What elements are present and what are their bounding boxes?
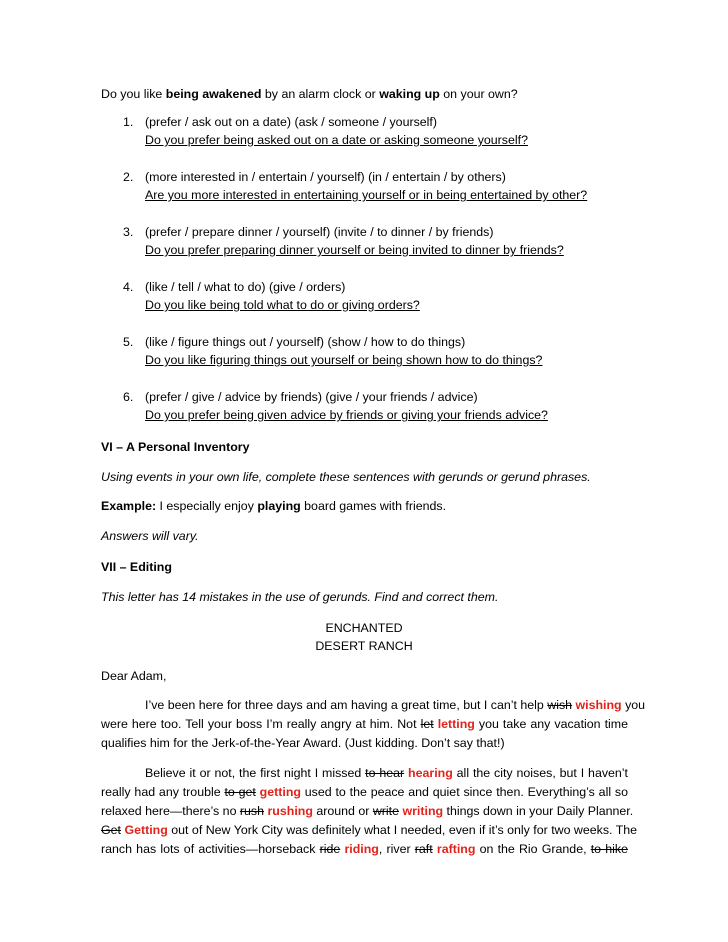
- struck-word: ride: [319, 842, 341, 856]
- item-prompt: (prefer / prepare dinner / yourself) (invite / to dinner / by friends): [145, 225, 494, 239]
- example-gerund: playing: [257, 499, 301, 513]
- intro-bold-gerund: waking up: [379, 87, 440, 101]
- section-instruction-vii: [101, 590, 498, 605]
- instruction-text: This letter has 14 mistakes in the use of gerunds. Find and correct them.: [101, 590, 499, 604]
- answers-note-text: Answers will vary.: [101, 529, 199, 543]
- intro-text: Do you like: [101, 87, 166, 101]
- item-number: 3.: [123, 225, 134, 239]
- letter-line: [101, 717, 628, 732]
- correction-word: getting: [259, 785, 301, 799]
- correction-word: rushing: [267, 804, 313, 818]
- item-prompt: (more interested in / entertain / yourself) (in / entertain / by others): [145, 170, 506, 184]
- example-text: board games with friends.: [300, 499, 447, 513]
- item-answer: Do you prefer being given advice by friends or giving your friends advice?: [145, 408, 548, 422]
- struck-word: to hear: [365, 766, 405, 780]
- item-prompt: (like / figure things out / yourself) (show / how to do things): [145, 335, 466, 349]
- item-answer: Do you like being told what to do or giving orders?: [145, 298, 420, 312]
- section-heading-vi: [101, 440, 250, 455]
- letter-text: were here too. Tell your boss I’m really angry at him. Not: [101, 717, 421, 731]
- intro-question: [101, 87, 518, 102]
- letter-line: [101, 785, 628, 800]
- answers-note: [101, 529, 199, 544]
- correction-word: rafting: [436, 842, 476, 856]
- item-number: 1.: [123, 115, 134, 129]
- correction-word: Getting: [124, 823, 168, 837]
- letter-text: , river: [378, 842, 415, 856]
- correction-word: writing: [402, 804, 444, 818]
- struck-word: to hike: [590, 842, 628, 856]
- item-number: 2.: [123, 170, 134, 184]
- correction-word: hearing: [408, 766, 453, 780]
- letter-text: relaxed here—there’s no: [101, 804, 240, 818]
- letter-text: you take any vacation time: [474, 717, 628, 731]
- letter-text: really had any trouble: [101, 785, 225, 799]
- item-number: 4.: [123, 280, 134, 294]
- letter-text: around or: [312, 804, 373, 818]
- struck-word: raft: [414, 842, 433, 856]
- section-instruction-vi: [101, 470, 591, 485]
- correction-word: riding: [344, 842, 379, 856]
- letter-line: [101, 766, 628, 781]
- correction-word: wishing: [575, 698, 622, 712]
- letter-text: you: [621, 698, 646, 712]
- section-heading-text: VI – A Personal Inventory: [101, 440, 250, 454]
- example-label: Example:: [101, 499, 157, 513]
- letter-text: out of New York City was definitely what I needed, even if it’s only for two weeks. The: [167, 823, 638, 837]
- item-answer: Do you prefer being asked out on a date or asking someone yourself?: [145, 133, 528, 147]
- letterhead-line-1: ENCHANTED: [325, 621, 403, 635]
- item-answer: Are you more interested in entertaining yourself or in being entertained by other?: [145, 188, 588, 202]
- letter-text: on the Rio Grande,: [475, 842, 591, 856]
- letter-text: ranch has lots of activities—horseback: [101, 842, 320, 856]
- intro-text: on your own?: [439, 87, 518, 101]
- section-heading-vii: [101, 560, 172, 575]
- struck-word: Get: [101, 823, 121, 837]
- correction-word: letting: [437, 717, 475, 731]
- section-heading-text: VII – Editing: [101, 560, 172, 574]
- item-answer: Do you prefer preparing dinner yourself or being invited to dinner by friends?: [145, 243, 564, 257]
- letter-text: all the city noises, but I haven’t: [452, 766, 629, 780]
- intro-text: by an alarm clock or: [261, 87, 380, 101]
- item-prompt: (like / tell / what to do) (give / orders): [145, 280, 346, 294]
- letter-line: [101, 842, 628, 857]
- struck-word: let: [420, 717, 434, 731]
- item-answer: Do you like figuring things out yourself or being shown how to do things?: [145, 353, 543, 367]
- letter-line: [101, 698, 646, 713]
- example-text: I especially enjoy: [156, 499, 258, 513]
- struck-word: wish: [547, 698, 573, 712]
- letter-text: I’ve been here for three days and am having a great time, but I can’t help: [145, 698, 548, 712]
- item-number: 6.: [123, 390, 134, 404]
- letter-text: Believe it or not, the first night I missed: [145, 766, 366, 780]
- struck-word: rush: [239, 804, 265, 818]
- letterhead-line-2: DESERT RANCH: [315, 639, 413, 653]
- letter-line: qualifies him for the Jerk-of-the-Year Award. (Just kidding. Don’t say that!): [101, 736, 505, 750]
- item-prompt: (prefer / ask out on a date) (ask / someone / yourself): [145, 115, 438, 129]
- struck-word: to get: [224, 785, 256, 799]
- instruction-text: Using events in your own life, complete these sentences with gerunds or gerund phrases.: [101, 470, 591, 484]
- letter-line: [101, 804, 634, 819]
- item-number: 5.: [123, 335, 134, 349]
- letter-text: things down in your Daily Planner.: [443, 804, 634, 818]
- letter-salutation: Dear Adam,: [101, 669, 167, 683]
- example-line: [101, 499, 446, 514]
- letter-text: used to the peace and quiet since then. Everything’s all so: [300, 785, 628, 799]
- intro-bold-gerund: being awakened: [165, 87, 262, 101]
- letter-line: [101, 823, 638, 838]
- item-prompt: (prefer / give / advice by friends) (give / your friends / advice): [145, 390, 478, 404]
- struck-word: write: [372, 804, 400, 818]
